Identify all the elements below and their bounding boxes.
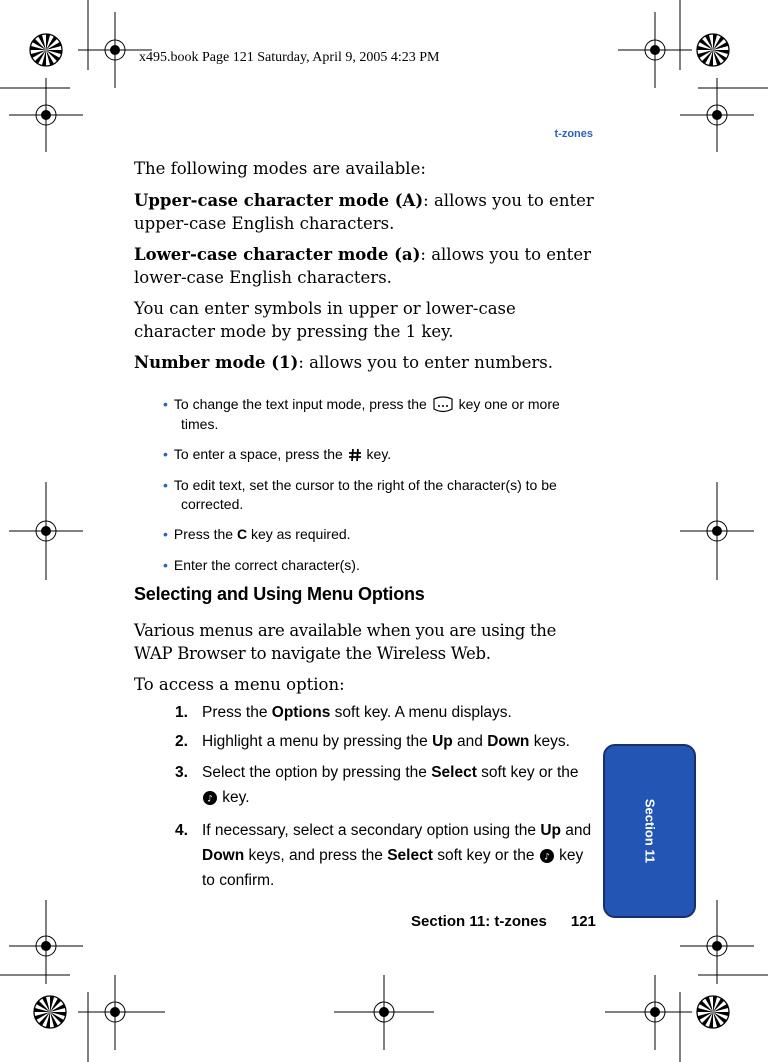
section-tab: [603, 744, 696, 918]
number-mode-para: [134, 351, 594, 374]
section-heading: Selecting and Using Menu Options: [134, 584, 425, 604]
upper-case-mode-desc: : allows you to enter upper-case English characters.: [134, 191, 594, 233]
svg-text:♪: ♪: [543, 852, 550, 863]
list-item: • To change the text input mode, press the key one or more times.: [163, 396, 560, 433]
footer-section: Section 11: t-zones: [411, 913, 547, 930]
page-number: 121: [570, 913, 596, 930]
lower-case-mode-para: [134, 243, 594, 289]
list-item: • To enter a space, press the key.: [163, 446, 392, 462]
list-item: 1. Press the Options soft key. A menu displays.: [175, 704, 512, 721]
list-item: • To edit text, set the cursor to the right of the character(s) to be corrected.: [163, 477, 557, 512]
section-tab-label: Section 11: [642, 798, 657, 864]
hash-key-icon: [347, 447, 363, 463]
page-footer: [411, 913, 596, 930]
symbols-note: You can enter symbols in upper or lower-case character mode by pressing the 1 key.: [134, 299, 516, 341]
upper-case-mode-term: Upper-case character mode (A): [134, 191, 424, 210]
svg-text:♪: ♪: [207, 794, 213, 805]
ok-key-icon: [202, 790, 218, 806]
lower-case-mode-desc: : allows you to enter lower-case English characters.: [134, 245, 591, 287]
list-item: • Enter the correct character(s).: [163, 557, 360, 573]
list-item: • Press the C key as required.: [163, 526, 351, 542]
upper-case-mode-para: [134, 189, 594, 235]
menu-paragraph: Various menus are available when you are using the WAP Browser to navigate the Wireless Web.: [134, 621, 557, 663]
number-mode-desc: : allows you to enter numbers.: [298, 353, 554, 372]
intro-text: The following modes are available:: [134, 159, 426, 178]
print-header: x495.book Page 121 Saturday, April 9, 2005 4:23 PM: [139, 50, 440, 65]
list-item: 3. Select the option by pressing the Select soft key or the ♪ key.: [175, 764, 579, 806]
access-intro: To access a menu option:: [134, 675, 345, 694]
ellipsis-key-icon: [431, 395, 455, 415]
number-mode-term: Number mode (1): [134, 353, 299, 372]
ok-key-icon: [539, 848, 555, 864]
list-item: 4. If necessary, select a secondary option using the Up and Down keys, and press the Select soft key or the ♪ key to confirm.: [175, 822, 592, 889]
list-item: 2. Highlight a menu by pressing the Up and Down keys.: [175, 733, 570, 750]
lower-case-mode-term: Lower-case character mode (a): [134, 245, 421, 264]
running-head: t-zones: [554, 128, 593, 140]
